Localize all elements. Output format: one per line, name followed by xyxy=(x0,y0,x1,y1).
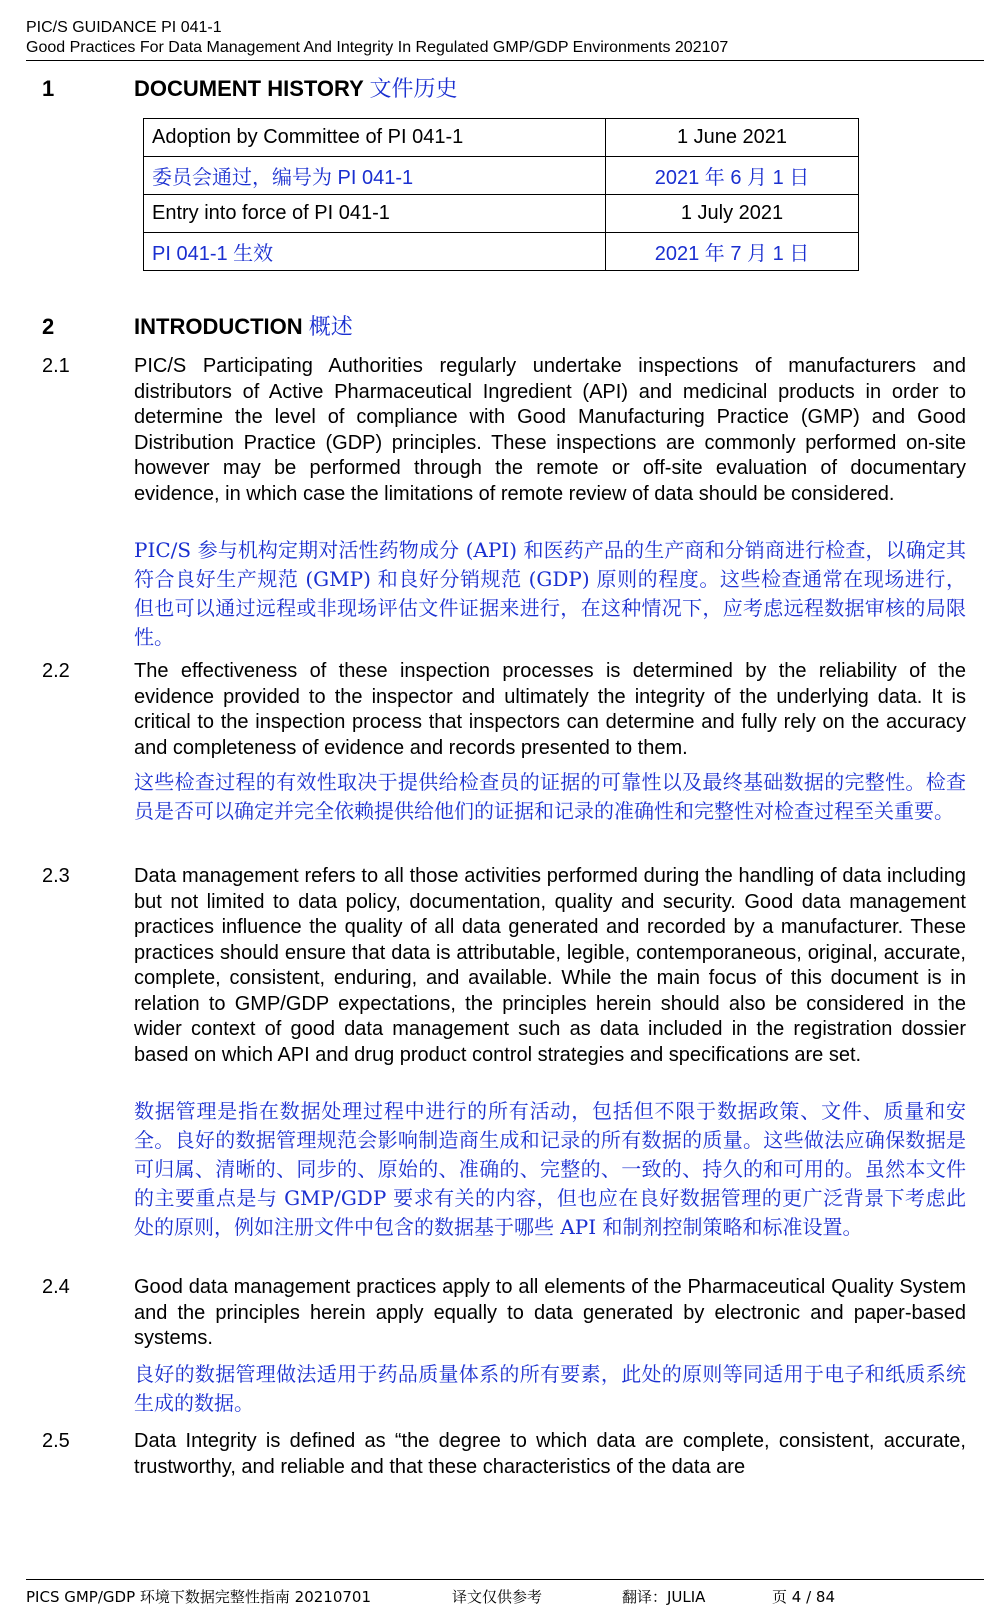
table-cell-date: 2021 年 6 月 1 日 xyxy=(606,157,859,195)
footer-divider xyxy=(26,1579,984,1580)
document-history-table xyxy=(143,118,859,271)
table-row xyxy=(144,119,859,157)
table-cell-date: 1 July 2021 xyxy=(606,195,859,233)
paragraph-en: Data Integrity is defined as “the degree to which data are complete, consistent, accurate, trustworthy, and reliable and that these characteristics of the data are xyxy=(134,1430,966,1478)
table-row xyxy=(144,233,859,271)
paragraph-number: 2.5 xyxy=(42,1430,70,1452)
footer-translator: 翻译：JULIA xyxy=(622,1588,706,1606)
table-cell-date: 1 June 2021 xyxy=(606,119,859,157)
paragraph-cn: 数据管理是指在数据处理过程中进行的所有活动，包括但不限于数据政策、文件、质量和安全。良好的数据管理规范会影响制造商生成和记录的所有数据的质量。这些做法应确保数据是可归属、清晰的、同步的、原始的、准确的、完整的、一致的、持久的和可用的。虽然本文件的主要重点是与 GMP/GDP 要求有关的内容，但也应在良好数据管理的更广泛背景下考虑此处的原则，例如注册文件中包含的数据基于哪些 API 和制剂控制策略和标准设置。 xyxy=(134,1099,966,1239)
paragraph-cn: PIC/S 参与机构定期对活性药物成分 (API) 和医药产品的生产商和分销商进行检查，以确定其符合良好生产规范 (GMP) 和良好分销规范 (GDP) 原则的程度。这些检查通常在现场进行，但也可以通过远程或非现场评估文件证据来进行，在这种情况下，应考虑远程数据审核的局限性。 xyxy=(134,538,966,649)
section-1-title-cn: 文件历史 xyxy=(369,77,458,102)
table-cell-date: 2021 年 7 月 1 日 xyxy=(606,233,859,271)
paragraph-en: The effectiveness of these inspection processes is determined by the reliability of the evidence provided to the inspector and ultimately the integrity of the underlying data. It is critical to the inspection process that inspectors can determine and fully rely on the accuracy and completeness of evidence and records presented to them. xyxy=(134,660,966,759)
header-doc-id: PIC/S GUIDANCE PI 041-1 xyxy=(26,19,222,36)
section-1-heading xyxy=(134,75,458,104)
table-cell-label: Entry into force of PI 041-1 xyxy=(144,195,606,233)
section-2-title-cn: 概述 xyxy=(308,315,353,340)
paragraph-cn: 这些检查过程的有效性取决于提供给检查员的证据的可靠性以及最终基础数据的完整性。检查员是否可以确定并完全依赖提供给他们的证据和记录的准确性和完整性对检查过程至关重要。 xyxy=(134,770,966,823)
paragraph-number: 2.2 xyxy=(42,660,70,682)
footer-page-number: 页 4 / 84 xyxy=(772,1588,835,1606)
section-2-number: 2 xyxy=(42,314,55,339)
section-1-number: 1 xyxy=(42,76,55,101)
table-row xyxy=(144,157,859,195)
table-cell-label: Adoption by Committee of PI 041-1 xyxy=(144,119,606,157)
table-cell-label: 委员会通过，编号为 PI 041-1 xyxy=(144,157,606,195)
paragraph-en: PIC/S Participating Authorities regularly undertake inspections of manufacturers and distributors of Active Pharmaceutical Ingredient (API) and medicinal products in order to determine the level of compliance with Good Manufacturing Practice (GMP) and Good Distribution Practice (GDP) principles. These inspections are commonly performed on-site however may be performed through the remote or off-site evaluation of documentary evidence, in which case the limitations of remote review of data should be considered. xyxy=(134,355,966,505)
table-row xyxy=(144,195,859,233)
footer-doc-title: PICS GMP/GDP 环境下数据完整性指南 20210701 xyxy=(26,1588,372,1606)
paragraph-number: 2.3 xyxy=(42,865,70,887)
paragraph-number: 2.1 xyxy=(42,355,70,377)
header-divider xyxy=(26,60,984,61)
header-doc-title: Good Practices For Data Management And Integrity In Regulated GMP/GDP Environments 202107 xyxy=(26,39,729,56)
table-cell-label: PI 041-1 生效 xyxy=(144,233,606,271)
section-2-title: INTRODUCTION xyxy=(134,314,303,339)
paragraph-en: Data management refers to all those activities performed during the handling of data including but not limited to data policy, documentation, quality and security. Good data management practices influence the quality of all data generated and recorded by a manufacturer. These practices should ensure that data is attributable, legible, contemporaneous, original, accurate, complete, consistent, enduring, and available. While the main focus of this document is in relation to GMP/GDP expectations, the principles herein should also be considered in the wider context of good data management such as data included in the registration dossier based on which API and drug product control strategies and specifications are set. xyxy=(134,865,966,1066)
page-header xyxy=(26,18,984,58)
section-1-title: DOCUMENT HISTORY xyxy=(134,76,364,101)
section-2-heading xyxy=(134,313,353,342)
paragraph-cn: 良好的数据管理做法适用于药品质量体系的所有要素，此处的原则等同适用于电子和纸质系统生成的数据。 xyxy=(134,1362,966,1415)
paragraph-number: 2.4 xyxy=(42,1276,70,1298)
footer-note: 译文仅供参考 xyxy=(452,1588,543,1606)
paragraph-en: Good data management practices apply to all elements of the Pharmaceutical Quality System and the principles herein apply equally to data generated by electronic and paper-based systems. xyxy=(134,1276,966,1349)
